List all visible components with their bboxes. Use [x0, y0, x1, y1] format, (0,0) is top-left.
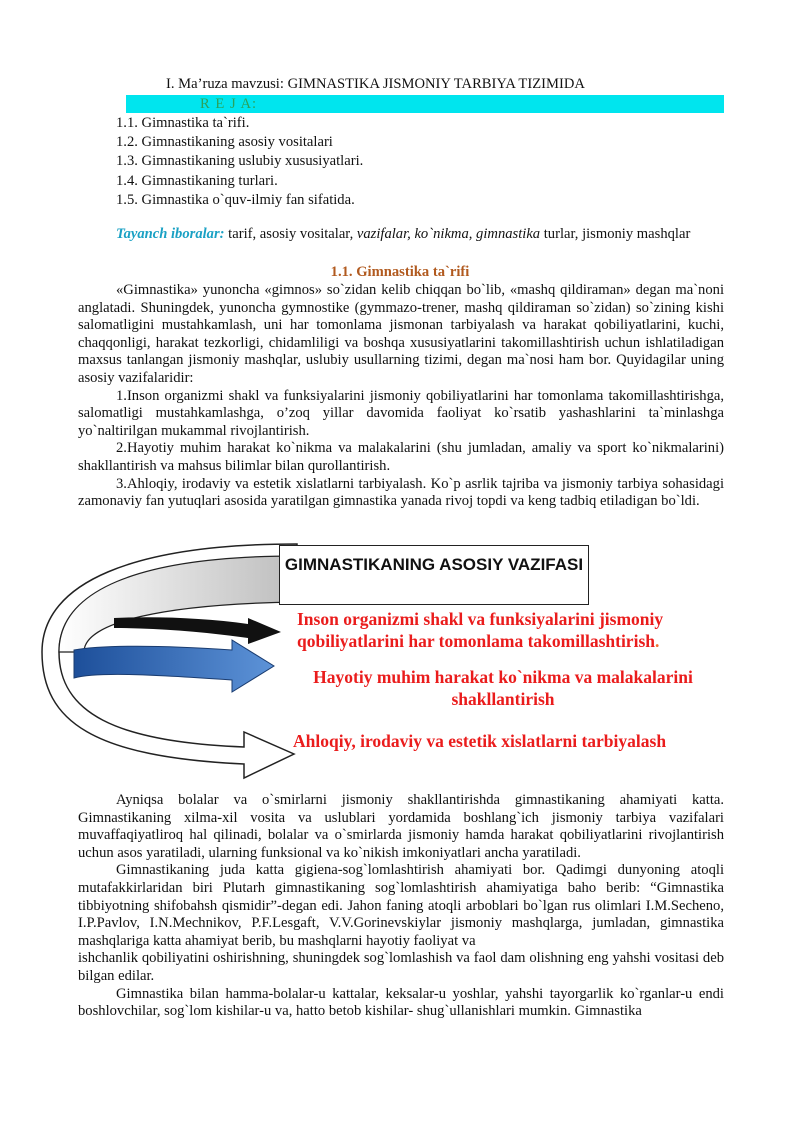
- keywords-text-italic: vazifalar, ko`nikma, gimnastika: [356, 226, 541, 242]
- diagram-title: GIMNASTIKANING ASOSIY VAZIFASI: [284, 555, 584, 574]
- keywords-text-2: turlar, jismoniy mashqlar: [540, 226, 691, 242]
- plan-item: 1.4. Gimnastikaning turlari.: [116, 172, 278, 189]
- keywords-text-1: tarif, asosiy vositalar,: [224, 226, 357, 242]
- paragraph: Ayniqsa bolalar va o`smirlarni jismoniy shakllantirishda gimnastikaning ahamiyati katta. Gimnastikaning xilma-xil vosita va uslublari yordamida boshlang`ich jismoniy tarbiya vazifalari muvaffaqiyatliroq hal qilinadi, bolalar va o`smirlarda jismoniy hamda harakat qobiliyatlarini rivojlantirish uchun asos yaratiladi, ularning funksional va ko`nikish imkoniyatlari ancha yaratiladi.: [78, 792, 724, 861]
- plan-item: 1.1. Gimnastika ta`rifi.: [116, 115, 250, 131]
- keywords-paragraph: [78, 226, 724, 244]
- paragraph: Gimnastika bilan hamma-bolalar-u kattalar, keksalar-u yoshlar, yahshi tayorgarlik ko`rganlar-u endi boshlovchilar, sog`lom kishilar-u va, hatto betob kishilar- shug`ullanishlari mumkin. Gimnastika: [78, 985, 724, 1020]
- black-arrow-icon: [114, 617, 281, 644]
- importance-paragraphs: [78, 792, 724, 1021]
- paragraph: «Gimnastika» yunoncha «gimnos» so`zidan kelib chiqqan bo`lib, «mashq qildiraman» degan ma`noni anglatadi. Shuningdek, yunoncha gymnostike (gymmazo-trener, mashq qildiraman so`zidan) so`zining kishi salomatligini mustahkamlash, uni har tomonlama jismonan tarbiyalash va harakat qobiliyatlarini, kuchi, chaqqonligi, harakat tezkorligi, chidamliligi va boshqa xususiyatlarini takomillashtirish uchun ishlatiladigan maxsus tanlangan jismoniy mashqlar, uslubiy usullarning tizimi, degan ma`nosi ham bor. Quyidagilar uning asosiy vazifalaridir:: [78, 282, 724, 386]
- definition-paragraphs: [78, 282, 724, 511]
- lecture-title: I. Ma’ruza mavzusi: GIMNASTIKA JISMONIY TARBIYA TIZIMIDA: [166, 76, 585, 92]
- diagram-title-box: [279, 545, 589, 605]
- diagram-item-1-text: Inson organizmi shakl va funksiyalarini jismoniy qobiliyatlarini har tomonlama takomillashtirish: [297, 609, 664, 651]
- section-heading: 1.1. Gimnastika ta`rifi: [330, 264, 470, 280]
- diagram-item-1: [297, 608, 717, 652]
- diagram-item-1-dot: .: [654, 631, 660, 651]
- paragraph: Gimnastikaning juda katta gigiena-sog`lomlashtirish ahamiyati bor. Qadimgi dunyoning atoqli mutafakkirlaridan biri Plutarh gimnastikaning sog`lomlashtirish ahamiyatiga baho berib: “Gimnastika tibbiyotning shifobahsh qismidir”-degan edi. Jahon faning atoqli arboblari bo`lgan rus olimlari I.M.Secheno, I.P.Pavlov, I.N.Mechnikov, P.F.Lesgaft, V.V.Gorinevskiylar jismoniy mashqlarga, jumladan, gimnastika mashqlariga katta ahamiyat berib, bu mashqlarni hayotiy faoliyat va: [78, 862, 724, 949]
- blue-arrow-icon: [74, 640, 274, 692]
- plan-item: 1.5. Gimnastika o`quv-ilmiy fan sifatida.: [116, 191, 355, 208]
- diagram-item-2: Hayotiy muhim harakat ko`nikma va malakalarini shakllantirish: [313, 667, 693, 709]
- paragraph: 3.Ahloqiy, irodaviy va estetik xislatlarni tarbiyalash. Ko`p asrlik tajriba va jismoniy tarbiya sohasidagi zamonaviy fan yutuqlari asosida yaratilgan gimnastika yanada rivoj topdi va keng tadbiq etiladigan bo`ldi.: [78, 475, 724, 510]
- keywords-label: Tayanch iboralar:: [116, 226, 225, 242]
- reja-heading: R E J A:: [200, 96, 258, 112]
- paragraph: 1.Inson organizmi shakl va funksiyalarini jismoniy qobiliyatlarini har tomonlama takomillashtirishga, salomatligi mustahkamlashga, o’zoq yillar davomida faoliyat ko`rsatib yashashlarini ta`minlashga yo`naltirilgan mukammal rivojlantirish.: [78, 387, 724, 439]
- diagram-item-3: Ahloqiy, irodaviy va estetik xislatlarni tarbiyalash: [293, 731, 667, 751]
- plan-list: [116, 114, 363, 210]
- plan-item: 1.2. Gimnastikaning asosiy vositalari: [116, 134, 333, 151]
- paragraph: ishchanlik qobiliyatini oshirishning, shuningdek sog`lomlashish va faol dam olishning eng yahshi vositasi deb bilgan edilar.: [78, 950, 724, 984]
- paragraph: 2.Hayotiy muhim harakat ko`nikma va malakalarini (shu jumladan, amaliy va sport ko`nikmalarini) shakllantirish va mahsus bilimlar bilan qurollantirish.: [78, 440, 724, 474]
- plan-item: 1.3. Gimnastikaning uslubiy xususiyatlari.: [116, 153, 364, 170]
